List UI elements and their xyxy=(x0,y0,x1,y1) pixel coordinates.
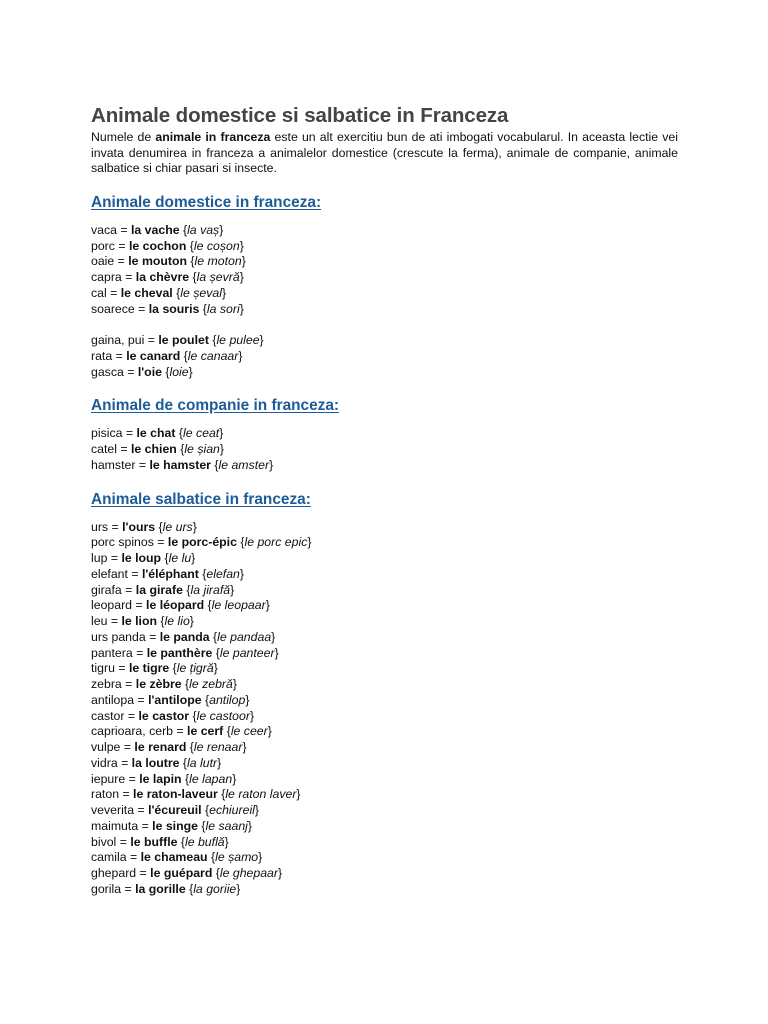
pronunciation: le castoor xyxy=(196,708,250,723)
intro-text-before: Numele de xyxy=(91,130,156,144)
pronunciation: la șevră xyxy=(196,270,240,285)
vocab-entry: soarece = la souris {la sori} xyxy=(91,301,244,316)
pronunciation: le șeval xyxy=(180,285,222,300)
vocab-entry: lup = le loup {le lu} xyxy=(91,551,196,566)
romanian-word: gaina, pui xyxy=(91,333,145,348)
vocab-entry: zebra = le zèbre {le zebră} xyxy=(91,677,237,692)
french-word: le guépard xyxy=(150,866,213,881)
page-title: Animale domestice si salbatice in Franceza xyxy=(91,104,509,127)
vocab-entry: vaca = la vache {la vaș} xyxy=(91,222,224,237)
vocab-entry: pisica = le chat {le ceat} xyxy=(91,426,224,441)
pronunciation: le leopaar xyxy=(211,598,266,613)
vocab-entry: camila = le chameau {le șamo} xyxy=(91,850,263,865)
romanian-word: iepure xyxy=(91,771,126,786)
romanian-word: catel xyxy=(91,442,117,457)
french-word: la chèvre xyxy=(135,270,190,285)
french-word: la loutre xyxy=(131,755,180,770)
pronunciation: la goriie xyxy=(193,881,237,896)
romanian-word: cal xyxy=(91,285,107,300)
pronunciation: le pulee xyxy=(216,333,260,348)
vocab-entry: rata = le canard {le canaar} xyxy=(91,348,243,363)
vocab-list-wild xyxy=(91,520,678,898)
romanian-word: capra xyxy=(91,270,122,285)
french-word: la gorille xyxy=(135,881,186,896)
french-word: le raton-laveur xyxy=(133,787,218,802)
romanian-word: pisica xyxy=(91,426,123,441)
vocab-entry: porc spinos = le porc-épic {le porc epic} xyxy=(91,535,312,550)
french-word: le panda xyxy=(159,629,210,644)
french-word: l'oie xyxy=(137,364,162,379)
french-word: le singe xyxy=(152,818,198,833)
french-word: le léopard xyxy=(146,598,205,613)
pronunciation: le lu xyxy=(168,551,192,566)
vocab-entry: tigru = le tigre {le țigră} xyxy=(91,661,218,676)
pronunciation: le țigră xyxy=(176,661,214,676)
french-word: l'ours xyxy=(122,519,156,534)
french-word: la girafe xyxy=(135,582,183,597)
romanian-word: caprioara, cerb xyxy=(91,724,174,739)
french-word: le tigre xyxy=(128,661,170,676)
vocab-list-pets xyxy=(91,426,678,473)
romanian-word: urs panda xyxy=(91,629,146,644)
pronunciation: echiureil xyxy=(209,803,255,818)
romanian-word: castor xyxy=(91,708,125,723)
french-word: le canard xyxy=(126,348,181,363)
vocab-entry: urs = l'ours {le urs} xyxy=(91,519,197,534)
vocab-entry: antilopa = l'antilope {antilop} xyxy=(91,692,250,707)
french-word: le chien xyxy=(131,442,177,457)
vocab-list-domestic xyxy=(91,223,678,381)
romanian-word: porc spinos xyxy=(91,535,154,550)
french-word: le renard xyxy=(134,740,187,755)
vocab-entry: hamster = le hamster {le amster} xyxy=(91,457,274,472)
french-word: le cochon xyxy=(128,238,187,253)
vocab-entry: gasca = l'oie {loie} xyxy=(91,364,193,379)
romanian-word: gorila xyxy=(91,881,122,896)
pronunciation: le amster xyxy=(218,457,270,472)
pronunciation: le saanj xyxy=(205,818,248,833)
romanian-word: gasca xyxy=(91,364,124,379)
romanian-word: tigru xyxy=(91,661,115,676)
romanian-word: zebra xyxy=(91,677,122,692)
romanian-word: oaie xyxy=(91,254,115,269)
vocab-entry: oaie = le mouton {le moton} xyxy=(91,254,246,269)
french-word: le lion xyxy=(121,614,157,629)
romanian-word: maimuta xyxy=(91,818,139,833)
french-word: le buffle xyxy=(130,834,178,849)
vocab-entry: gaina, pui = le poulet {le pulee} xyxy=(91,333,264,348)
vocab-entry: iepure = le lapin {le lapan} xyxy=(91,771,237,786)
pronunciation: le ghepaar xyxy=(219,866,278,881)
romanian-word: antilopa xyxy=(91,692,135,707)
french-word: l'antilope xyxy=(148,692,202,707)
french-word: le cheval xyxy=(120,285,173,300)
french-word: le chameau xyxy=(140,850,208,865)
french-word: l'éléphant xyxy=(141,566,199,581)
romanian-word: elefant xyxy=(91,566,128,581)
french-word: le porc-épic xyxy=(167,535,237,550)
pronunciation: le lapan xyxy=(189,771,233,786)
french-word: la souris xyxy=(148,301,200,316)
vocab-entry: leu = le lion {le lio} xyxy=(91,614,194,629)
vocab-entry: maimuta = le singe {le saanj} xyxy=(91,818,252,833)
french-word: le lapin xyxy=(139,771,182,786)
pronunciation: elefan xyxy=(206,566,240,581)
pronunciation: le moton xyxy=(194,254,242,269)
french-word: le hamster xyxy=(149,457,211,472)
romanian-word: leopard xyxy=(91,598,133,613)
pronunciation: le coșon xyxy=(193,238,240,253)
french-word: la vache xyxy=(131,222,180,237)
vocab-entry: cal = le cheval {le șeval} xyxy=(91,285,227,300)
section-heading-domestic: Animale domestice in franceza: xyxy=(91,193,322,211)
list-spacer xyxy=(91,317,678,333)
vocab-entry: bivol = le buffle {le buflă} xyxy=(91,834,229,849)
pronunciation: le raton laver xyxy=(225,787,297,802)
vocab-entry: leopard = le léopard {le leopaar} xyxy=(91,598,270,613)
pronunciation: la lutr xyxy=(187,755,218,770)
pronunciation: le panteer xyxy=(219,645,275,660)
romanian-word: rata xyxy=(91,348,113,363)
romanian-word: lup xyxy=(91,551,108,566)
romanian-word: ghepard xyxy=(91,866,137,881)
french-word: le panthère xyxy=(146,645,213,660)
french-word: le cerf xyxy=(187,724,224,739)
pronunciation: la sori xyxy=(206,301,240,316)
vocab-entry: urs panda = le panda {le pandaa} xyxy=(91,629,276,644)
french-word: l'écureuil xyxy=(148,803,202,818)
pronunciation: le pandaa xyxy=(217,629,272,644)
romanian-word: raton xyxy=(91,787,120,802)
pronunciation: le șian xyxy=(184,442,220,457)
vocab-entry: pantera = le panthère {le panteer} xyxy=(91,645,279,660)
pronunciation: la vaș xyxy=(187,222,220,237)
pronunciation: le ceer xyxy=(230,724,268,739)
romanian-word: veverita xyxy=(91,803,135,818)
vocab-entry: veverita = l'écureuil {echiureil} xyxy=(91,803,260,818)
pronunciation: le ceat xyxy=(182,426,220,441)
vocab-entry: ghepard = le guépard {le ghepaar} xyxy=(91,866,283,881)
vocab-entry: catel = le chien {le șian} xyxy=(91,442,224,457)
french-word: le mouton xyxy=(128,254,188,269)
romanian-word: urs xyxy=(91,519,109,534)
pronunciation: le porc epic xyxy=(244,535,308,550)
pronunciation: le renaar xyxy=(193,740,243,755)
pronunciation: loie xyxy=(169,364,189,379)
section-heading-pets: Animale de companie in franceza: xyxy=(91,397,340,415)
pronunciation: le urs xyxy=(162,519,193,534)
romanian-word: vidra xyxy=(91,755,118,770)
french-word: le poulet xyxy=(158,333,209,348)
pronunciation: le lio xyxy=(164,614,190,629)
pronunciation: le buflă xyxy=(184,834,225,849)
romanian-word: girafa xyxy=(91,582,122,597)
french-word: le castor xyxy=(138,708,190,723)
romanian-word: pantera xyxy=(91,645,133,660)
romanian-word: camila xyxy=(91,850,127,865)
vocab-entry: elefant = l'éléphant {elefan} xyxy=(91,566,244,581)
french-word: le zèbre xyxy=(135,677,182,692)
pronunciation: le canaar xyxy=(187,348,239,363)
vocab-entry: castor = le castor {le castoor} xyxy=(91,708,255,723)
vocab-entry: vidra = la loutre {la lutr} xyxy=(91,755,222,770)
vocab-entry: girafa = la girafe {la jirafă} xyxy=(91,582,235,597)
romanian-word: vulpe xyxy=(91,740,121,755)
romanian-word: leu xyxy=(91,614,108,629)
romanian-word: vaca xyxy=(91,222,117,237)
vocab-entry: capra = la chèvre {la șevră} xyxy=(91,270,244,285)
romanian-word: bivol xyxy=(91,834,117,849)
french-word: le loup xyxy=(121,551,162,566)
section-heading-wild: Animale salbatice in franceza: xyxy=(91,490,311,508)
vocab-entry: vulpe = le renard {le renaar} xyxy=(91,740,247,755)
pronunciation: antilop xyxy=(209,692,246,707)
french-word: le chat xyxy=(136,426,176,441)
romanian-word: soarece xyxy=(91,301,135,316)
pronunciation: la jirafă xyxy=(190,582,231,597)
pronunciation: le șamo xyxy=(215,850,259,865)
pronunciation: le zebră xyxy=(189,677,233,692)
vocab-entry: gorila = la gorille {la goriie} xyxy=(91,881,241,896)
intro-text-after: este un alt exercitiu bun de ati imbogati vocabularul. In aceasta lectie vei invata denumirea in franceza a animalelor domestice (crescute la ferma), animale de companie, animale salbatice si chiar pasari si insecte. xyxy=(91,130,679,176)
intro-text-bold: animale in franceza xyxy=(155,130,271,144)
vocab-entry: caprioara, cerb = le cerf {le ceer} xyxy=(91,724,272,739)
intro-paragraph xyxy=(91,130,678,177)
vocab-entry: porc = le cochon {le coșon} xyxy=(91,238,244,253)
vocab-entry: raton = le raton-laveur {le raton laver} xyxy=(91,787,301,802)
romanian-word: hamster xyxy=(91,457,136,472)
romanian-word: porc xyxy=(91,238,115,253)
